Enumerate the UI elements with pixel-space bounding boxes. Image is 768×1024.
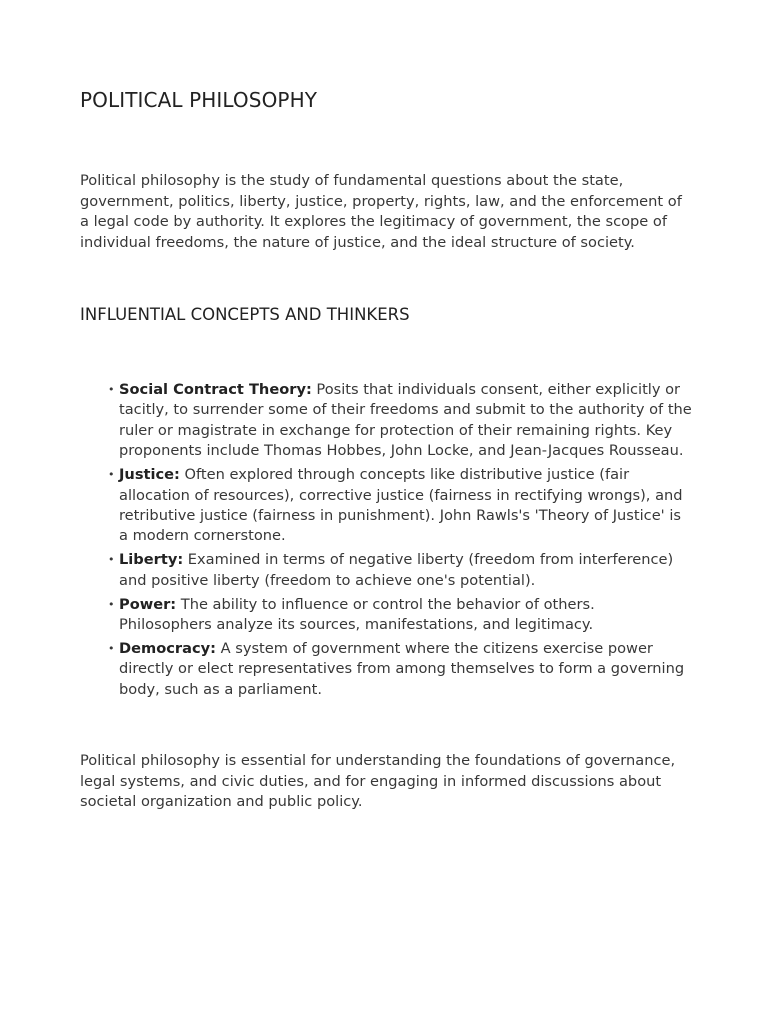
- concept-description: The ability to influence or control the behavior of others. Philosophers analyze its sources, manifestations, and legitimacy.: [119, 595, 595, 633]
- concept-item-social-contract: [108, 380, 692, 462]
- bullet-icon: •: [108, 641, 115, 655]
- concept-item-power: [108, 595, 692, 636]
- concept-description: Posits that individuals consent, either explicitly or tacitly, to surrender some of their freedoms and submit to the authority of the ruler or magistrate in exchange for protection of their remaining rights. Key proponents include Thomas Hobbes, John Locke, and Jean-Jacques Rousseau.: [119, 381, 692, 460]
- closing-paragraph: Political philosophy is essential for understanding the foundations of governance, legal systems, and civic duties, and for engaging in informed discussions about societal organization and public policy.: [80, 752, 676, 811]
- bullet-icon: •: [108, 468, 115, 482]
- bullet-icon: •: [108, 553, 115, 567]
- concept-description: Examined in terms of negative liberty (freedom from interference) and positive liberty (freedom to achieve one's potential).: [119, 551, 674, 589]
- page-title: POLITICAL PHILOSOPHY: [80, 88, 318, 112]
- concept-item-democracy: [108, 639, 692, 700]
- concept-term: Democracy:: [119, 639, 216, 657]
- bullet-icon: •: [108, 597, 115, 611]
- concept-list: [108, 380, 692, 704]
- section-heading: INFLUENTIAL CONCEPTS AND THINKERS: [80, 305, 410, 324]
- concept-term: Power:: [119, 595, 177, 613]
- intro-paragraph: Political philosophy is the study of fundamental questions about the state, government, politics, liberty, justice, property, rights, law, and the enforcement of a legal code by authority. It explores the legitimacy of government, the scope of individual freedoms, the nature of justice, and the ideal structure of society.: [80, 172, 682, 251]
- concept-item-justice: [108, 465, 692, 547]
- concept-description: Often explored through concepts like distributive justice (fair allocation of resources), corrective justice (fairness in rectifying wrongs), and retributive justice (fairness in punishment). John Rawls's 'Theory of Justice' is a modern cornerstone.: [119, 466, 683, 545]
- concept-term: Liberty:: [119, 551, 184, 569]
- concept-term: Social Contract Theory:: [119, 381, 312, 398]
- concept-description: A system of government where the citizens exercise power directly or elect representatives from among themselves to form a governing body, such as a parliament.: [119, 639, 685, 698]
- bullet-icon: •: [108, 383, 115, 396]
- concept-term: Justice:: [119, 466, 180, 484]
- concept-item-liberty: [108, 550, 692, 591]
